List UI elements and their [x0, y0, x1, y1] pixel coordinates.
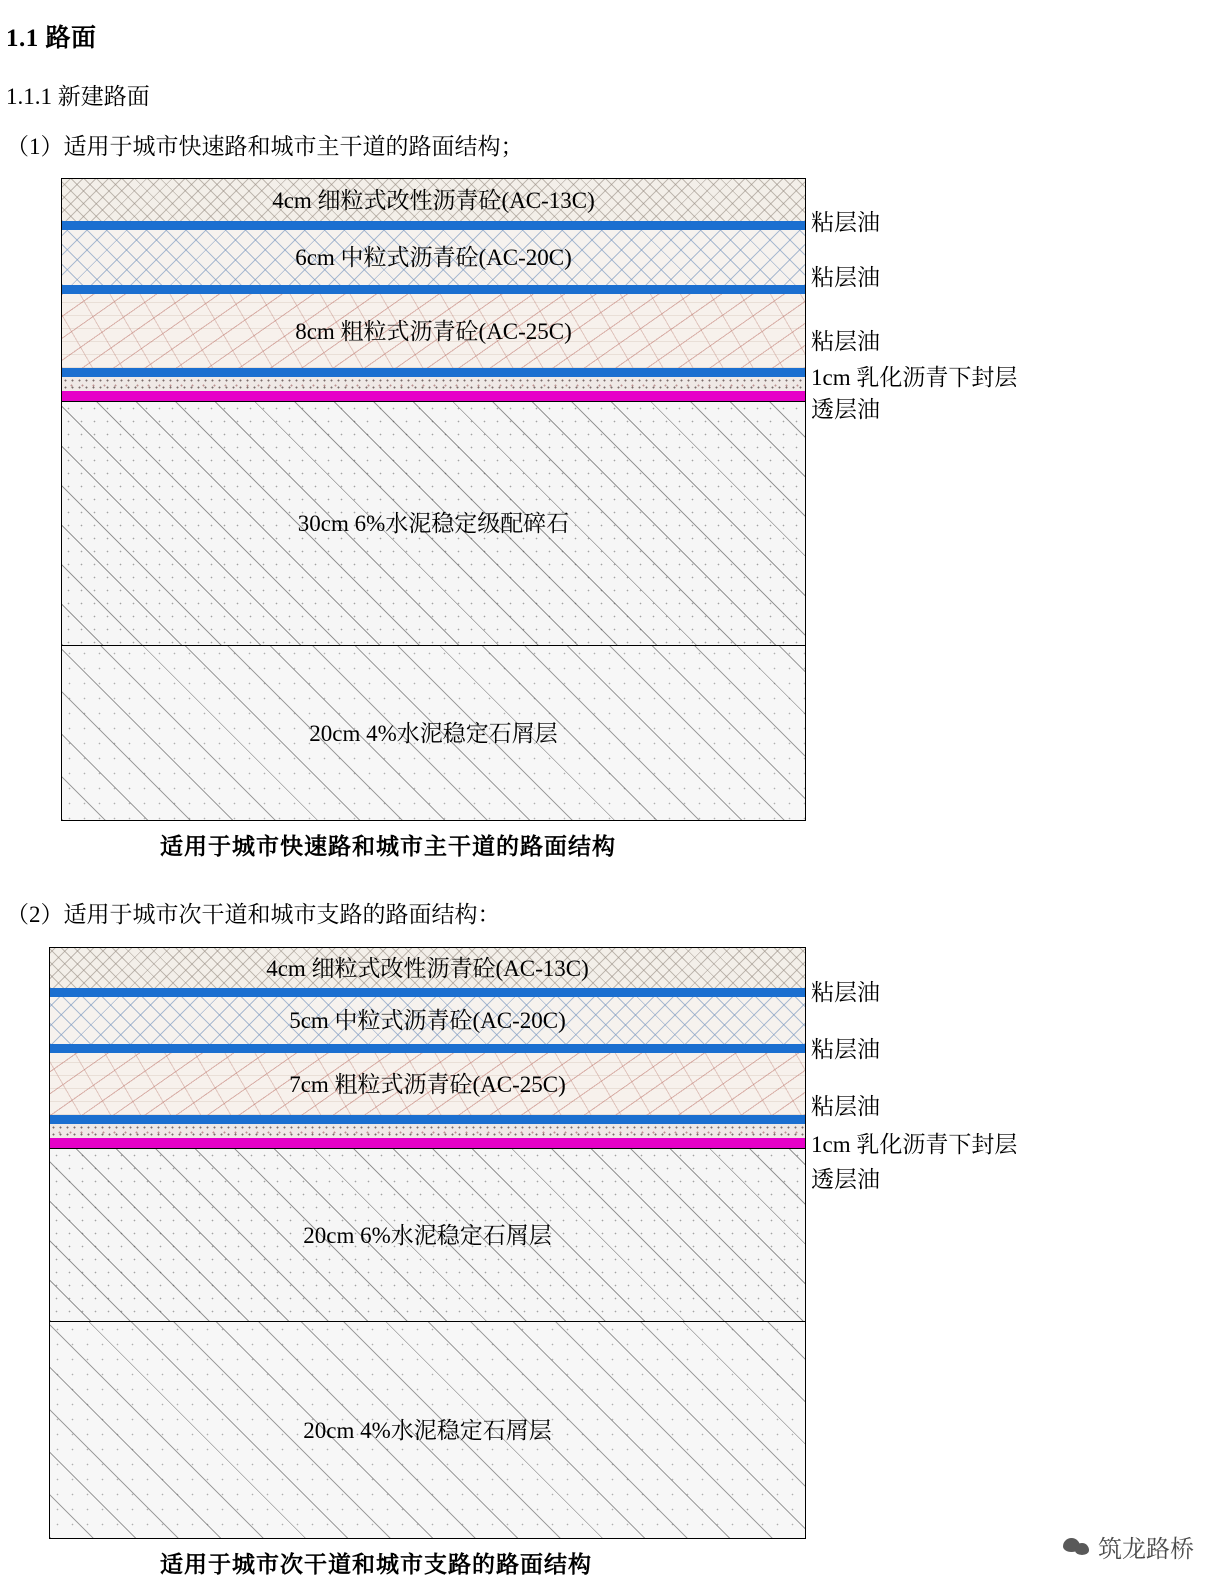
section-heading-1: 1.1 路面	[6, 25, 97, 52]
layer-ac13c: 4cm 细粒式改性沥青砼(AC-13C)	[62, 179, 805, 221]
section-heading-2: 1.1.1 新建路面	[6, 84, 150, 109]
layer-tack-coat-3	[62, 368, 805, 377]
layer-emulsified-asphalt-seal	[62, 377, 805, 391]
callout-seal-layer: 1cm 乳化沥青下封层	[811, 365, 1018, 390]
callout-tack-coat-3: 粘层油	[811, 329, 880, 354]
layer-tack-coat-2	[62, 285, 805, 294]
pavement-structure-diagram-1	[61, 178, 806, 821]
layer-cement-stabilized-subbase: 20cm 4%水泥稳定石屑层	[62, 645, 805, 820]
paragraph-2: （2）适用于城市次干道和城市支路的路面结构：	[6, 902, 501, 927]
layer-ac20c-2: 5cm 中粒式沥青砼(AC-20C)	[50, 997, 805, 1044]
layer-prime-coat-2	[50, 1138, 805, 1148]
layer-ac25c-2: 7cm 粗粒式沥青砼(AC-25C)	[50, 1053, 805, 1115]
layer-ac13c-2: 4cm 细粒式改性沥青砼(AC-13C)	[50, 948, 805, 988]
callout-tack-coat-2-2: 粘层油	[811, 1037, 880, 1062]
callout-prime-coat: 透层油	[811, 397, 880, 422]
layer-tack-coat-1	[62, 221, 805, 230]
layer-cement-stabilized-base: 30cm 6%水泥稳定级配碎石	[62, 401, 805, 645]
watermark	[1063, 1529, 1194, 1564]
layer-cement-stabilized-base-2: 20cm 6%水泥稳定石屑层	[50, 1148, 805, 1321]
layer-ac20c: 6cm 中粒式沥青砼(AC-20C)	[62, 230, 805, 285]
callout-seal-layer-2: 1cm 乳化沥青下封层	[811, 1132, 1018, 1157]
callout-tack-coat-1: 粘层油	[811, 210, 880, 235]
layer-cement-stabilized-subbase-2: 20cm 4%水泥稳定石屑层	[50, 1321, 805, 1538]
layer-tack-coat-1-2	[50, 988, 805, 997]
figure-1-caption: 适用于城市快速路和城市主干道的路面结构	[160, 834, 616, 859]
callout-tack-coat-2: 粘层油	[811, 265, 880, 290]
wechat-icon	[1063, 1536, 1089, 1558]
callout-tack-coat-1-2: 粘层油	[811, 980, 880, 1005]
callout-prime-coat-2: 透层油	[811, 1167, 880, 1192]
figure-2-caption: 适用于城市次干道和城市支路的路面结构	[160, 1552, 592, 1577]
layer-ac25c: 8cm 粗粒式沥青砼(AC-25C)	[62, 294, 805, 368]
watermark-label: 筑龙路桥	[1098, 1536, 1194, 1563]
layer-prime-coat	[62, 391, 805, 401]
layer-tack-coat-3-2	[50, 1115, 805, 1124]
pavement-structure-diagram-2	[49, 947, 806, 1539]
callout-tack-coat-3-2: 粘层油	[811, 1094, 880, 1119]
layer-tack-coat-2-2	[50, 1044, 805, 1053]
paragraph-1: （1）适用于城市快速路和城市主干道的路面结构；	[6, 134, 524, 159]
layer-emulsified-asphalt-seal-2	[50, 1124, 805, 1138]
